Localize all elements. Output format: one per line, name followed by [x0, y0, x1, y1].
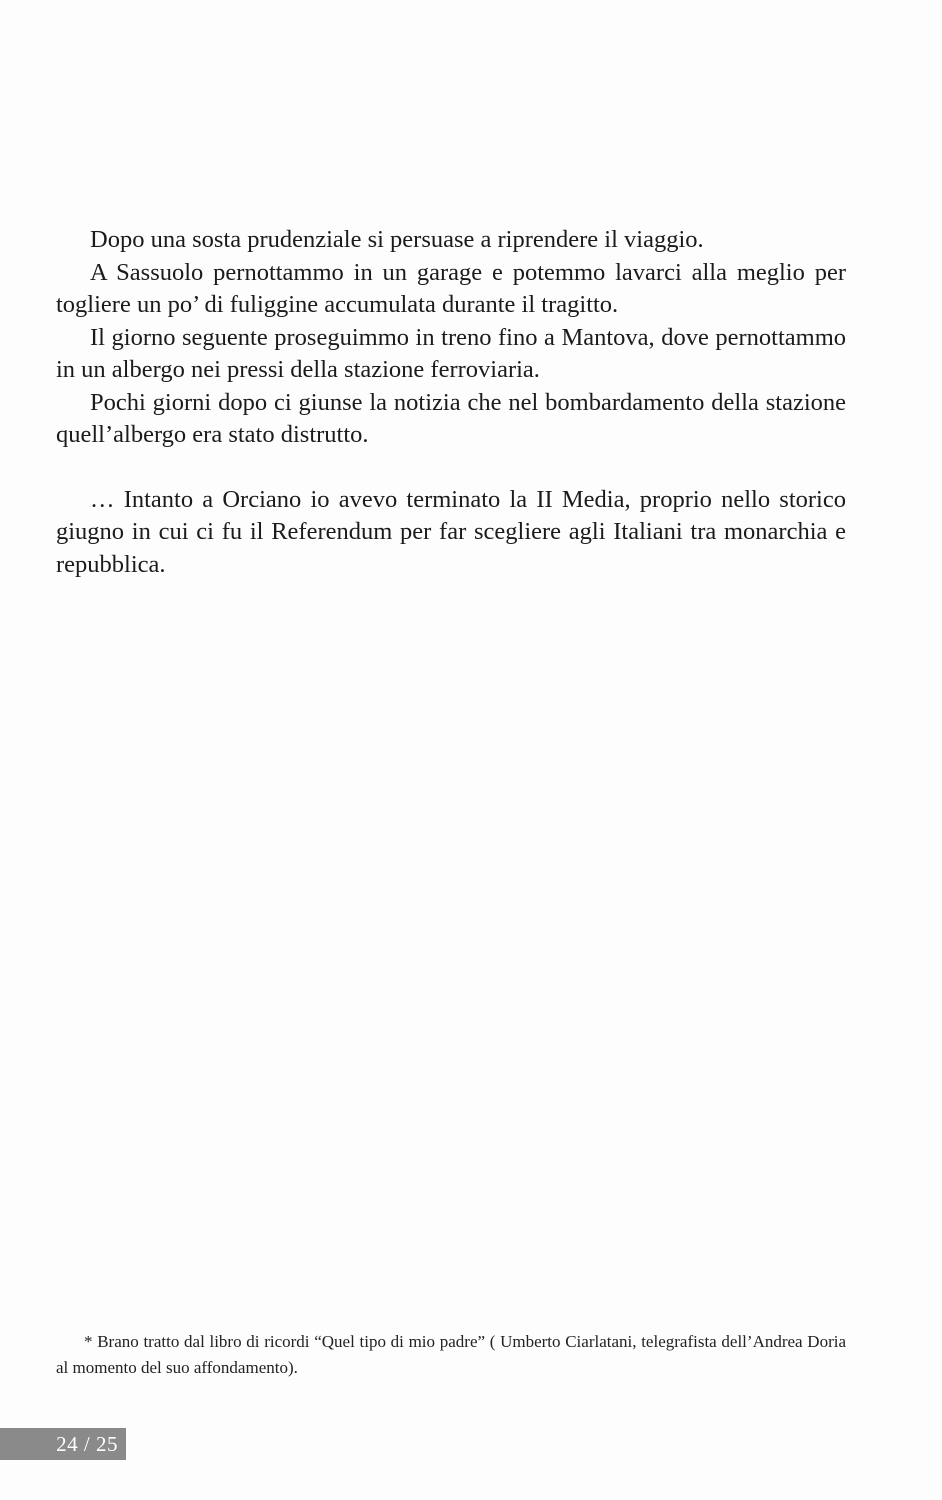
paragraph: A Sassuolo pernottammo in un garage e potemmo lavarci alla meglio per togliere un po’ di fuliggine accumulata durante il tragitto. [56, 258, 846, 318]
paragraph: Il giorno seguente proseguimmo in treno fino a Mantova, dove pernottammo in un albergo nei pressi della stazione ferroviaria. [56, 323, 846, 383]
paragraph: Dopo una sosta prudenziale si persuase a riprendere il viaggio. [90, 226, 704, 253]
page-number-bar [0, 1428, 126, 1460]
footnote [56, 1329, 846, 1381]
footnote-text: * Brano tratto dal libro di ricordi “Quel tipo di mio padre” ( Umberto Ciarlatani, telegrafista dell’Andrea Doria al momento del suo affondamento). [56, 1332, 846, 1377]
paragraph: Pochi giorni dopo ci giunse la notizia che nel bombardamento della stazione quell’albergo era stato distrutto. [56, 388, 846, 448]
paragraph: … Intanto a Orciano io avevo terminato la II Media, proprio nello storico giugno in cui ci fu il Referendum per far scegliere agli Italiani tra monarchia e repubblica. [56, 485, 846, 578]
main-text [56, 224, 846, 581]
paragraph-spacer [56, 452, 846, 484]
page-number: 24 / 25 [56, 1431, 118, 1456]
